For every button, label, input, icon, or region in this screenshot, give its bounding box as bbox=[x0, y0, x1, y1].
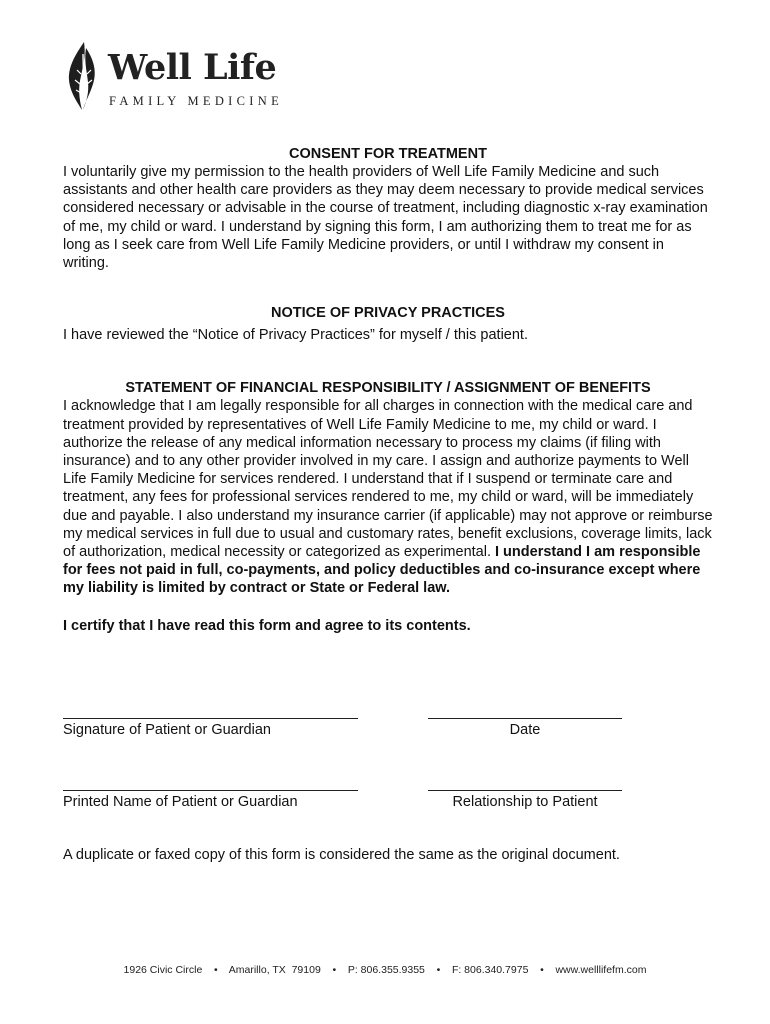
footer-fax: F: 806.340.7975 bbox=[451, 964, 529, 976]
signature-line[interactable] bbox=[63, 718, 358, 719]
duplicate-note: A duplicate or faxed copy of this form is considered the same as the original document. bbox=[63, 847, 620, 863]
logo bbox=[64, 40, 284, 112]
privacy-title: NOTICE OF PRIVACY PRACTICES bbox=[271, 305, 505, 322]
footer-city: Amarillo, TX 79109 bbox=[228, 964, 321, 976]
flame-leaf-icon bbox=[64, 40, 104, 112]
footer bbox=[0, 964, 770, 976]
footer-separator: • bbox=[332, 964, 337, 976]
financial-text bbox=[63, 397, 713, 597]
logo-subtitle: FAMILY MEDICINE bbox=[109, 94, 284, 108]
date-label: Date bbox=[509, 722, 541, 738]
footer-phone: P: 806.355.9355 bbox=[347, 964, 425, 976]
footer-separator: • bbox=[540, 964, 544, 976]
footer-separator: • bbox=[213, 964, 218, 976]
privacy-text: I have reviewed the “Notice of Privacy Practices” for myself / this patient. bbox=[63, 327, 528, 344]
printed-name-line[interactable] bbox=[63, 790, 358, 791]
form-body bbox=[63, 145, 713, 635]
printed-name-label: Printed Name of Patient or Guardian bbox=[63, 794, 298, 810]
footer-website[interactable]: www.welllifefm.com bbox=[555, 964, 647, 976]
logo-name: Well Life bbox=[108, 47, 277, 88]
signature-row bbox=[63, 718, 713, 758]
financial-text-regular: I acknowledge that I am legally responsible for all charges in connection with the medical care and treatment provided by representatives of Well Life Family Medicine to me, my child or ward. I authorize the release of any medical information necessary to process my claims (if filing with insurance) and to any other provider involved in my care. I assign and authorize payments to Well Life Family Medicine for services rendered. I understand that if I suspend or terminate care and treatment, any fees for professional services rendered to me, my child or ward, will be immediately due and payable. I also understand my insurance carrier (if applicable) may not approve or reimburse my medical services in full due to usual and customary rates, benefit exclusions, coverage limits, lack of authorization, medical necessity or categorized as experimental. bbox=[63, 398, 713, 561]
relationship-label: Relationship to Patient bbox=[452, 794, 598, 810]
footer-separator: • bbox=[436, 964, 441, 976]
signature-label: Signature of Patient or Guardian bbox=[63, 722, 271, 738]
relationship-line[interactable] bbox=[428, 790, 622, 791]
certify-statement: I certify that I have read this form and agree to its contents. bbox=[63, 617, 471, 634]
financial-title: STATEMENT OF FINANCIAL RESPONSIBILITY / ASSIGNMENT OF BENEFITS bbox=[125, 380, 651, 397]
consent-text: I voluntarily give my permission to the health providers of Well Life Family Medicine and such assistants and other health care providers as they may deem necessary to provide medical services considered necessary or advisable in the course of treatment, including diagnostic x-ray examination of me, my child or ward. I understand by signing this form, I am authorizing them to treat me for as long as I seek care from Well Life Family Medicine providers, or until I withdraw my consent in writing. bbox=[63, 164, 708, 272]
printed-name-row bbox=[63, 790, 713, 830]
financial-text-bold: I understand I am responsible for fees not paid in full, co-payments, and policy deductibles and co-insurance except where my liability is limited by contract or State or Federal law. bbox=[63, 544, 701, 597]
footer-address: 1926 Civic Circle bbox=[123, 964, 203, 976]
consent-title: CONSENT FOR TREATMENT bbox=[289, 146, 487, 162]
date-line[interactable] bbox=[428, 718, 622, 719]
